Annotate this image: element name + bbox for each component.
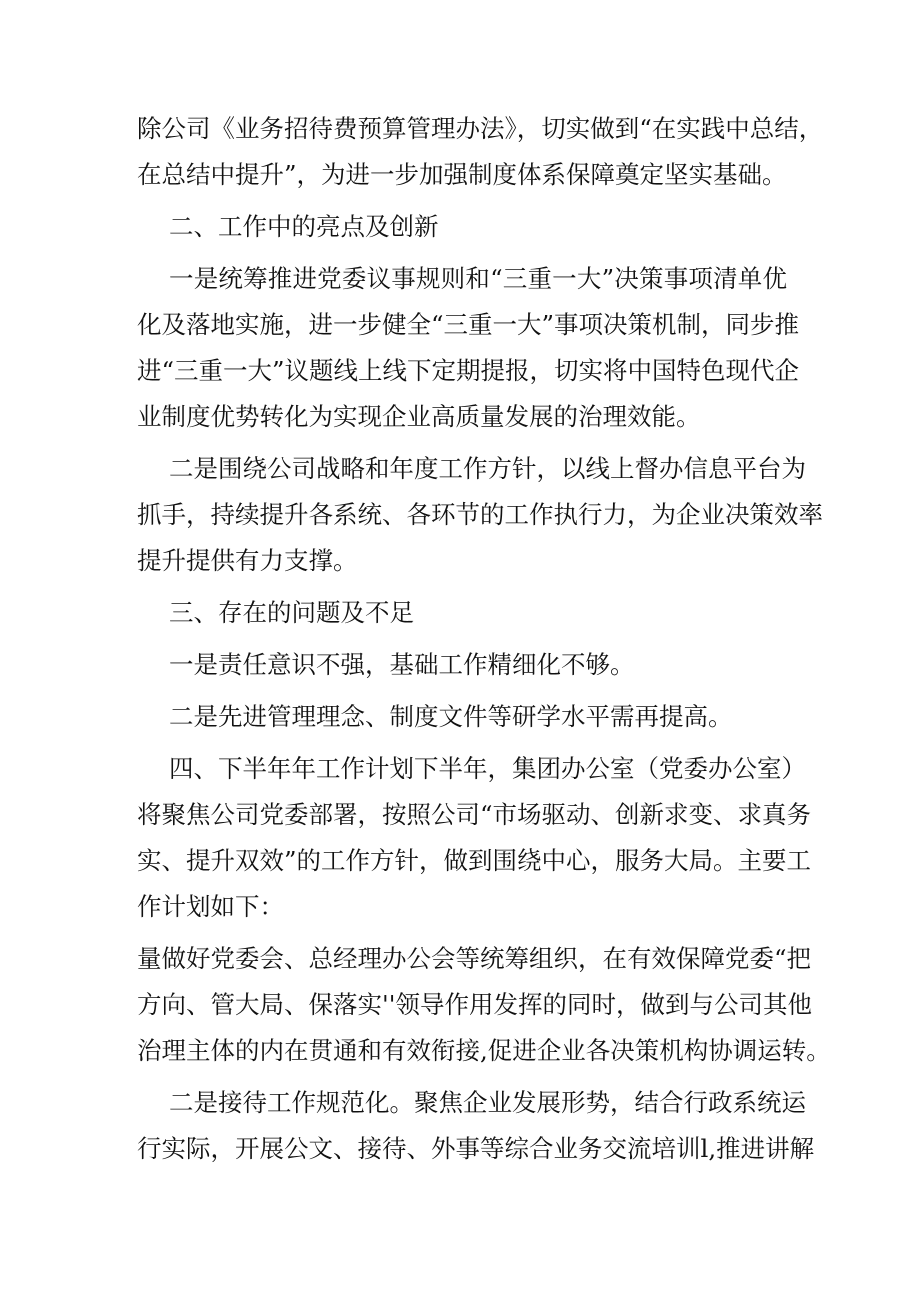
- text-line: 二是接待工作规范化。聚焦企业发展形势，结合行政系统运: [169, 1088, 806, 1117]
- text-line: 除公司《业务招待费预算管理办法》，切实做到“在实践中总结，: [137, 114, 824, 143]
- section-heading: 四、下半年年工作计划下半年，集团办公室（党委办公室）: [169, 754, 806, 783]
- section-heading: 三、存在的问题及不足: [169, 598, 414, 627]
- text-line: 一是责任意识不强，基础工作精细化不够。: [169, 650, 635, 679]
- text-line: 进“三重一大”议题线上线下定期提报，切实将中国特色现代企: [137, 356, 800, 385]
- text-line: 二是先进管理理念、制度文件等研学水平需再提高。: [169, 702, 733, 731]
- text-line: 在总结中提升”，为进一步加强制度体系保障奠定坚实基础。: [137, 160, 787, 189]
- text-line: 将聚焦公司党委部署，按照公司“市场驱动、创新求变、求真务: [137, 800, 812, 829]
- text-line: 抓手，持续提升各系统、各环节的工作执行力，为企业决策效率: [137, 500, 823, 529]
- text-line: 业制度优势转化为实现企业高质量发展的治理效能。: [137, 402, 701, 431]
- text-line: 作计划如下：: [137, 892, 284, 921]
- text-line: 行实际，开展公文、接待、外事等综合业务交流培训l,推进讲解: [137, 1134, 815, 1163]
- text-line: 量做好党委会、总经理办公会等统筹组织，在有效保障党委“把: [137, 944, 812, 973]
- text-line: 一是统筹推进党委议事规则和“三重一大”决策事项清单优: [169, 264, 787, 293]
- section-heading: 二、工作中的亮点及创新: [169, 212, 439, 241]
- text-line: 治理主体的内在贯通和有效衔接,促进企业各决策机构协调运转。: [137, 1036, 831, 1065]
- document-body: [137, 106, 831, 1172]
- text-line: 提升提供有力支撑。: [137, 546, 358, 575]
- text-line: 方向、管大局、保落实''领导作用发挥的同时，做到与公司其他: [137, 990, 812, 1019]
- text-line: 实、提升双效”的工作方针，做到围绕中心，服务大局。主要工: [137, 846, 812, 875]
- text-line: 化及落地实施，进一步健全“三重一大”事项决策机制，同步推: [137, 310, 800, 339]
- text-line: 二是围绕公司战略和年度工作方针，以线上督办信息平台为: [169, 454, 806, 483]
